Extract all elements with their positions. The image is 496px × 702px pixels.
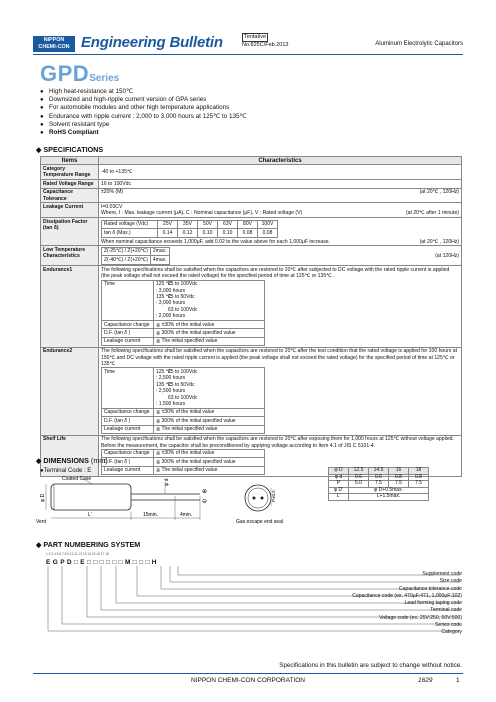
- coated-case-label: Coated Case: [62, 476, 92, 482]
- terminal-code: ●Terminal Code : E: [40, 468, 92, 474]
- endurance2-table: Time 125 ℃25 to 100Vdc : 2,500 hours 135 ℃25 to 50Vdc : 2,500 hours 63 to 100Vdc : 1,500 hours Capacitance change ≦ ±30% of the initial value D.F. (tan δ ) ≦ 300% of the initial specified value Leakage current ≦ The initial specified value: [101, 367, 265, 434]
- document-number: No.825C/Feb.2013: [242, 42, 289, 48]
- table-row: [41, 266, 462, 347]
- part-number-labels: [352, 571, 462, 637]
- row-label: Capacitance Tolerance: [41, 188, 99, 203]
- row-label: Low Temperature Characteristics: [41, 246, 99, 266]
- tentative-badge: Tentative: [244, 34, 267, 40]
- row-value: The following specifications shall be satisfied when the capacitors are restored to 20℃ after the test condition that the rated voltage is applied for 100 hours at 150℃ and DC voltage with the rated ripple current is applied (the peak voltage shall not exceed the rated voltage) for the specified period of time at 125℃ or 135℃ Time 125 ℃25 to 100Vdc : 2,500 hours 135 ℃25 to 50Vdc : 2,500 hours 63 to 100Vdc : 1,500 hours Capacitance change ≦ ±30% of the initial value D.F. (tan δ ) ≦ 300% of the initial specified value Leakage current ≦ The initial specified value: [99, 347, 462, 435]
- pn-label: Voltage code (ex. 25V:250, 50V:500): [379, 614, 462, 621]
- series-suffix: Series: [89, 73, 120, 84]
- pn-label: Terminal code: [430, 607, 462, 614]
- company-logo: [33, 36, 75, 52]
- row-value: The following specifications shall be satisfied when the capacitors are restored to 20℃ after subjected to DC voltage with the rated ripple current is applied (the peak voltage shall not exceed the rated voltage) for the specified period of time at 125℃ or 135℃ . Time 125 ℃25 to 100Vdc : 3,000 hours 135 ℃25 to 50Vdc : 3,000 hours 63 to 100Vdc : 2,000 hours Capacitance change ≦ ±30% of the initial value D.F. (tan δ ) ≦ 300% of the initial specified value Leakage current ≦ The initial specified value: [99, 266, 462, 347]
- bulletin-title: Engineering Bulletin: [81, 34, 223, 51]
- row-value: -40 to +135℃: [99, 165, 462, 180]
- body-diameter-label: φ D: [40, 493, 46, 502]
- end-seal-view: [245, 485, 271, 511]
- table-row: [41, 246, 462, 266]
- table-row: L' L+1.5max.: [329, 494, 429, 501]
- footer-divider: [33, 673, 463, 674]
- row-value: Rated voltage (Vdc) 25V 35V 50V 63V 80V 100V tan δ (Max.) 0.14 0.12 0.10 0.10 0.08 0.08 When nominal capacitance exceeds 1,000μF, add 0.02 to the value above for each 1,000μF increase. (at 20℃ , 120Hz): [99, 218, 462, 246]
- feature-item: ● Endurance with ripple current : 2,000 to 3,000 hours at 125℃ to 135℃: [40, 113, 247, 121]
- capacitor-body: [51, 484, 131, 510]
- vent-label: Vent: [36, 519, 47, 525]
- row-label: Shelf Life: [41, 435, 99, 476]
- feature-item: ● Downsized and high-ripple current version of GPA series: [40, 96, 247, 104]
- document-type: Aluminum Electrolytic Capacitors: [375, 41, 463, 47]
- series-title: [40, 61, 119, 87]
- table-row: φ d 0.6 0.6 0.8 0.8: [329, 474, 429, 481]
- minus-icon: ⊖: [202, 498, 208, 505]
- pn-label: Lead forming taping code: [404, 600, 462, 607]
- footer-bulletin-number: 1629: [418, 677, 433, 684]
- position-numbers: 1 2 3 4 5 6 7 8 9 10 11 12 13 14 15 16 17 18: [46, 552, 109, 556]
- diamond-icon: ◆: [36, 458, 42, 465]
- lead-diameter-label: φ d: [164, 478, 170, 486]
- row-label: Endurance1: [41, 266, 99, 347]
- feature-item: ● High heat-resistance at 150℃: [40, 88, 247, 96]
- diamond-icon: ◆: [36, 147, 42, 154]
- logo-line-1: NIPPON: [43, 37, 65, 43]
- page-number: 1: [456, 677, 460, 684]
- dimensions-heading: ◆ DIMENSIONS (mm): [36, 456, 108, 465]
- pn-label: Category: [441, 629, 462, 636]
- logo-line-2: CHEMI-CON: [38, 44, 70, 50]
- row-value: I=0.03CV Where, I : Max. leakage current (μA), C : Nominal capacitance (μF), V : Rated voltage (V) (at 20℃ after 1 minute): [99, 203, 462, 218]
- condition-note: (at 20℃ , 120Hz): [419, 238, 459, 245]
- row-label: Leakage Current: [41, 203, 99, 218]
- footer-corporation: NIPPON CHEMI-CON CORPORATION: [191, 677, 305, 684]
- table-row: [41, 165, 462, 180]
- specifications-table: [40, 156, 462, 477]
- disclaimer-note: Specifications in this bulletin are subject to change without notice.: [279, 662, 462, 669]
- header-divider: [33, 54, 463, 55]
- row-value: ±20% (M) (at 20℃ , 120Hz): [99, 188, 462, 203]
- table-row: [41, 347, 462, 435]
- specifications-heading: ◆ SPECIFICATIONS: [36, 145, 104, 154]
- pn-label: Capacitance code (ex. 470μF:471, 1,000μF:102): [352, 592, 462, 599]
- row-label: Rated Voltage Range: [41, 180, 99, 188]
- lead-pitch-label: P±0.5: [271, 490, 276, 502]
- row-value: The following specifications shall be satisfied when the capacitors are restored to 20℃ after exposing them for 1,000 hours at 125℃ without voltage applied. Before the measurement, the capacitor shall be preconditioned by applying voltage according to Item 4.1 of JIS C 5101-4. Capacitance change ≦ ±30% of the initial value D.F. (tan δ ) ≦ 300% of the initial specified value Leakage current ≦ The initial specified value: [99, 435, 462, 476]
- condition-note: (at 120Hz): [435, 252, 459, 259]
- header: [33, 36, 463, 54]
- feature-item: ● For automobile modules and other high temperature applications: [40, 104, 247, 112]
- part-number-code: E G P D □ E □ □ □ □ □ □ M □ □ □ H: [46, 559, 157, 566]
- dimensions-unit: (mm): [90, 456, 108, 465]
- feature-item: ● Solvent resistant type: [40, 121, 247, 129]
- capacitor-dimension-drawing: [36, 476, 320, 538]
- feature-item: ● RoHS Compliant: [40, 129, 247, 137]
- table-row: φ D 12.5 14.5 16 18: [329, 468, 429, 475]
- table-row: φ D' φ D+0.5max.: [329, 487, 429, 494]
- table-row: [41, 180, 462, 188]
- pn-label: Series code: [435, 622, 462, 629]
- feature-list: [40, 88, 247, 137]
- series-name: GPD: [40, 61, 90, 86]
- table-row: [41, 218, 462, 246]
- table-row: [41, 188, 462, 203]
- lead-end-label: 4min.: [180, 512, 193, 518]
- gas-escape-label: Gas escape end seal: [236, 519, 283, 525]
- col-header-items: Items: [41, 157, 99, 165]
- dissipation-factor-table: Rated voltage (Vdc) 25V 35V 50V 63V 80V 100V tan δ (Max.) 0.14 0.12 0.10 0.10 0.08 0.08: [101, 220, 278, 238]
- endurance1-table: Time 125 ℃25 to 100Vdc : 3,000 hours 135 ℃25 to 50Vdc : 3,000 hours 63 to 100Vdc : 2,000 hours Capacitance change ≦ ±30% of the initial value D.F. (tan δ ) ≦ 300% of the initial specified value Leakage current ≦ The initial specified value: [101, 280, 265, 347]
- row-value: 16 to 100Vdc: [99, 180, 462, 188]
- row-label: Endurance2: [41, 347, 99, 435]
- dimensions-table: [328, 467, 429, 501]
- col-header-characteristics: Characteristics: [99, 157, 462, 165]
- part-numbering-heading: ◆ PART NUMBERING SYSTEM: [36, 540, 141, 549]
- pn-label: Size code: [439, 578, 462, 585]
- l-prime-label: L': [88, 512, 92, 518]
- table-row: [41, 203, 462, 218]
- row-label: Dissipation Factor (tan δ): [41, 218, 99, 246]
- pn-label: Capacitance tolerance code: [398, 585, 462, 592]
- low-temp-table: Z(-25℃) / Z(+20℃) 2max. Z(-40℃) / Z(+20℃) 4max.: [101, 247, 170, 265]
- condition-note: (at 20℃ , 120Hz): [419, 189, 459, 196]
- plus-icon: ⊕: [202, 488, 208, 495]
- row-value: [99, 246, 462, 266]
- condition-note: (at 20℃ after 1 minute): [405, 210, 459, 217]
- table-row: P 5.0 7.5 7.5 7.5: [329, 481, 429, 488]
- lead-length-label: 15min.: [143, 512, 159, 518]
- pn-label: Supplement code: [422, 571, 462, 577]
- row-label: Category Temperature Range: [41, 165, 99, 180]
- diamond-icon: ◆: [36, 542, 42, 549]
- shelf-life-table: Capacitance change ≦ ±30% of the initial value D.F. (tan δ ) ≦ 300% of the initial specified value Leakage current ≦ The initial specified value: [101, 449, 265, 475]
